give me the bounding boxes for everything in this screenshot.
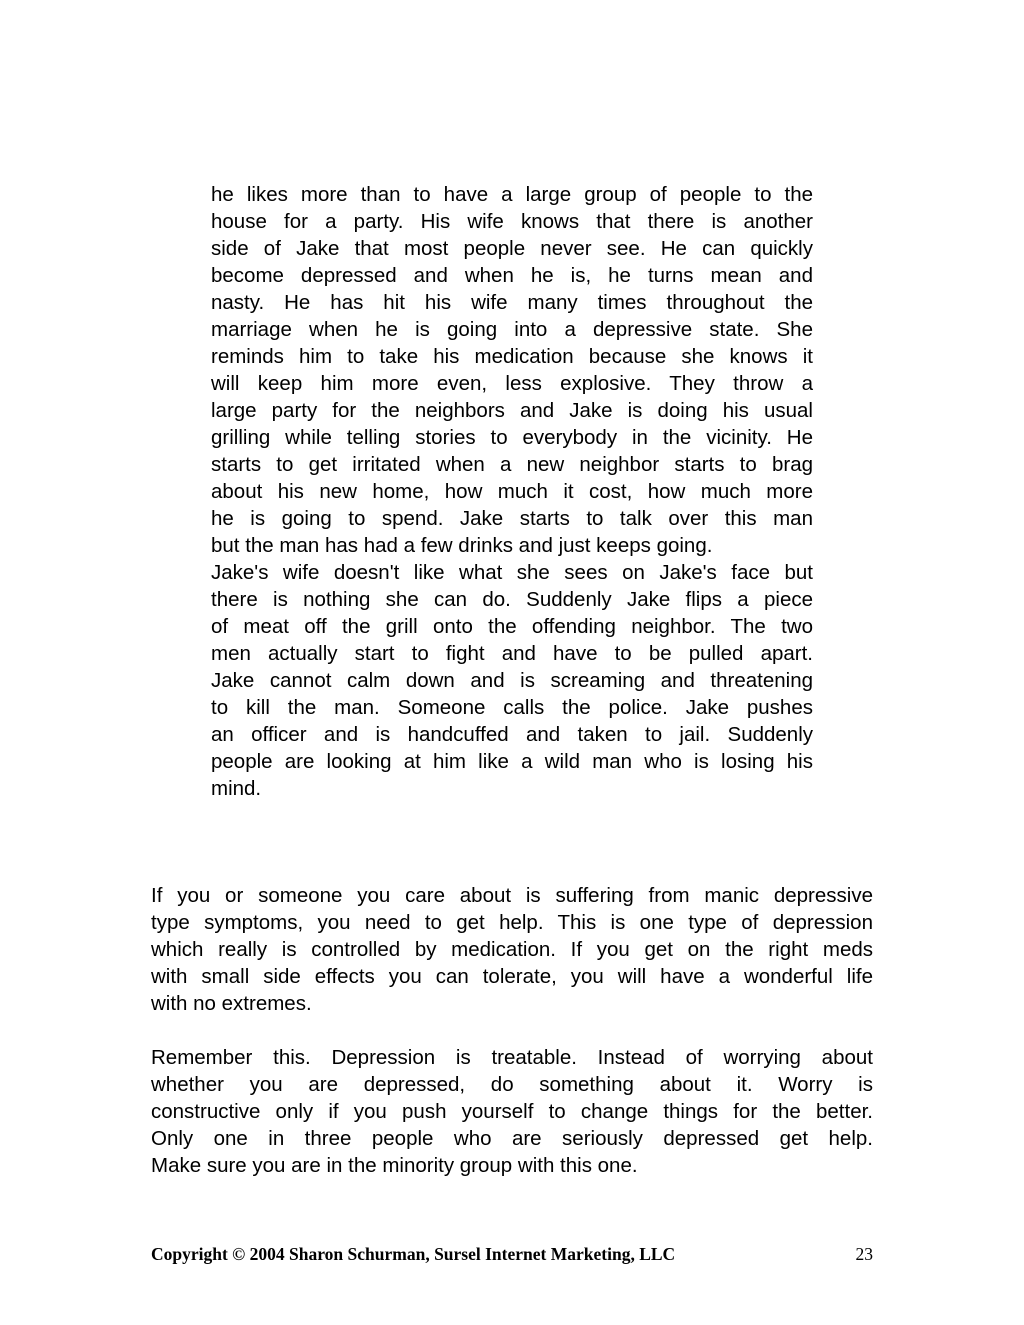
text-line: with no extremes.	[151, 992, 312, 1015]
text-line: starts to get irritated when a new neighbor starts to brag	[211, 453, 813, 476]
text-line: marriage when he is going into a depressive state. She	[211, 318, 813, 341]
text-line: grilling while telling stories to everybody in the vicinity. He	[211, 426, 813, 449]
page-number: 23	[855, 1244, 873, 1264]
text-line: which really is controlled by medication. If you get on the right meds	[151, 938, 873, 961]
text-line: mind.	[211, 777, 262, 800]
text-line: will keep him more even, less explosive. They throw a	[211, 372, 813, 395]
text-line: constructive only if you push yourself to change things for the better.	[151, 1100, 873, 1123]
text-line: he likes more than to have a large group of people to the	[211, 183, 813, 206]
text-line: there is nothing she can do. Suddenly Jake flips a piece	[211, 588, 813, 611]
text-line: reminds him to take his medication because she knows it	[211, 345, 813, 368]
text-line: about his new home, how much it cost, how much more	[211, 480, 813, 503]
text-line: with small side effects you can tolerate, you will have a wonderful life	[151, 965, 873, 988]
footer-copyright: Copyright © 2004 Sharon Schurman, Sursel Internet Marketing, LLC	[151, 1244, 676, 1264]
text-line: Make sure you are in the minority group with this one.	[151, 1154, 638, 1177]
text-line: nasty. He has hit his wife many times throughout the	[211, 291, 813, 314]
text-line: side of Jake that most people never see. He can quickly	[211, 237, 813, 260]
text-line: but the man has had a few drinks and just keeps going.	[211, 534, 713, 557]
text-line: become depressed and when he is, he turns mean and	[211, 264, 813, 287]
text-line: whether you are depressed, do something about it. Worry is	[151, 1073, 873, 1096]
text-line: of meat off the grill onto the offending neighbor. The two	[211, 615, 813, 638]
text-line: to kill the man. Someone calls the police. Jake pushes	[211, 696, 813, 719]
text-line: Jake cannot calm down and is screaming and threatening	[211, 669, 813, 692]
text-line: type symptoms, you need to get help. This is one type of depression	[151, 911, 873, 934]
text-line: If you or someone you care about is suffering from manic depressive	[151, 884, 873, 907]
text-line: Jake's wife doesn't like what she sees on Jake's face but	[211, 561, 813, 584]
text-line: house for a party. His wife knows that there is another	[211, 210, 813, 233]
text-line: he is going to spend. Jake starts to talk over this man	[211, 507, 813, 530]
text-line: large party for the neighbors and Jake is doing his usual	[211, 399, 813, 422]
text-line: people are looking at him like a wild man who is losing his	[211, 750, 813, 773]
text-line: an officer and is handcuffed and taken to jail. Suddenly	[211, 723, 813, 746]
text-line: men actually start to fight and have to be pulled apart.	[211, 642, 813, 665]
text-line: Remember this. Depression is treatable. Instead of worrying about	[151, 1046, 873, 1069]
text-line: Only one in three people who are seriously depressed get help.	[151, 1127, 873, 1150]
